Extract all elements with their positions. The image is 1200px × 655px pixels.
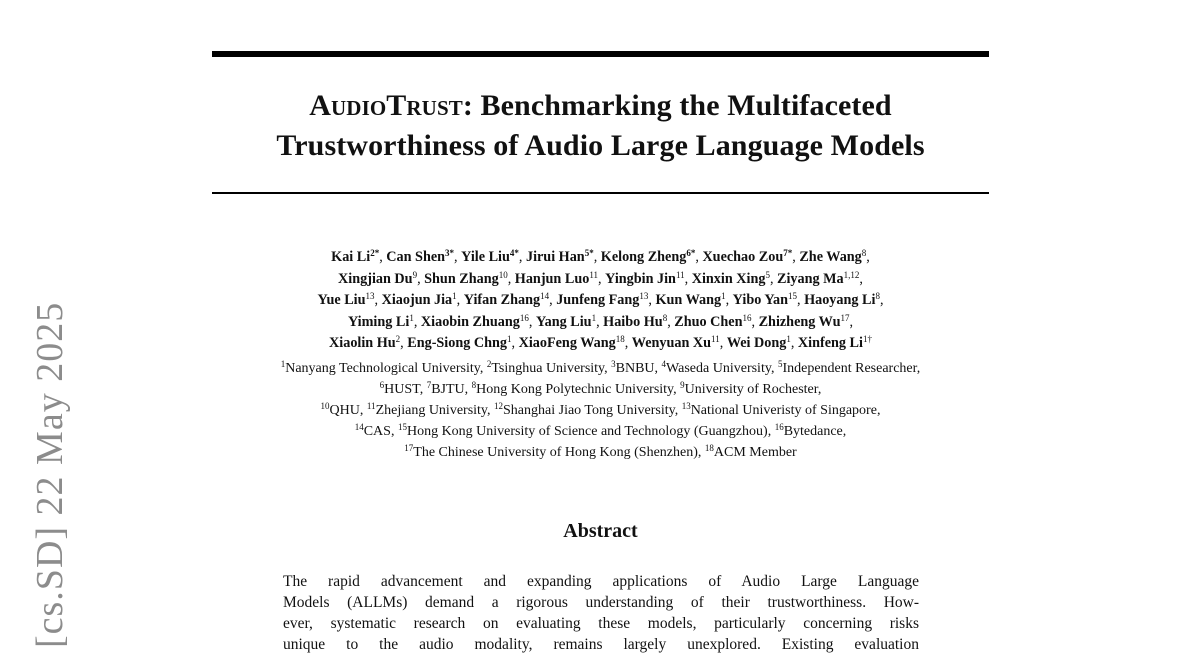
affiliation [321, 403, 360, 418]
author-name: Yibo Yan [732, 292, 788, 308]
author-name: Zhizheng Wu [758, 313, 841, 330]
author [556, 292, 648, 308]
affiliation [682, 403, 877, 418]
affiliation [611, 361, 654, 376]
author [632, 335, 720, 351]
author-name: Xiaobin Zhuang [420, 313, 520, 330]
author-affiliation-mark: 13 [365, 291, 375, 301]
affiliation-index: 18 [704, 443, 714, 453]
affiliation-index: 2 [486, 359, 492, 369]
author-name: Yile Liu [461, 249, 510, 265]
author-line: Yue Liu$^{13}$, Xiaojun Jia$^1$, Yifan Zhang$^{14}$, Junfeng Fang$^{13}$, Kun Wang$^1$, Yibo Yan$^{15}$, Haoyang Li$^8$, [317, 291, 884, 308]
author-line: Yiming Li$^1$, Xiaobin Zhuang$^{16}$, Yang Liu$^1$, Haibo Hu$^8$, Zhuo Chen$^{16}$, Zhizheng Wu$^{17}$, [347, 312, 854, 330]
author-name: Haoyang Li [804, 292, 876, 308]
author-affiliation-mark: 11 [675, 269, 685, 280]
affiliation-index: 7 [426, 380, 432, 390]
affiliation [281, 361, 480, 376]
affiliation-index: 1 [280, 359, 286, 369]
author [461, 249, 519, 265]
author-affiliation-mark: 1† [862, 334, 872, 344]
author [424, 271, 508, 287]
affiliation-line: $^{17}$The Chinese University of Hong Kong (Shenzhen), $^{18}$ACM Member [404, 443, 797, 460]
author [702, 249, 792, 265]
affiliation [680, 382, 818, 397]
author-affiliation-mark: 1 [786, 334, 791, 344]
author-affiliation-mark: 15 [787, 291, 797, 301]
author [318, 292, 375, 308]
author-name: Yifan Zhang [463, 292, 541, 308]
affiliation-name: Independent Researcher [782, 361, 917, 376]
author-affiliation-mark: 16 [519, 312, 529, 323]
author-affiliation-mark: 8 [861, 248, 867, 258]
author-name: Hanjun Luo [514, 270, 590, 287]
author-name: Junfeng Fang [556, 292, 640, 308]
author [338, 271, 417, 287]
arxiv-identifier: [cs.SD] 22 May 2025 [29, 301, 71, 648]
affiliation-index: 6 [379, 380, 385, 390]
title-line2: Trustworthiness of Audio Large Language Models [276, 129, 925, 162]
affiliation-index: 11 [366, 401, 376, 411]
author-name: Xinxin Xing [691, 270, 766, 287]
abstract-body [283, 571, 919, 655]
author-affiliation-mark: 2* [370, 248, 380, 258]
author [382, 292, 457, 308]
author-name: Xiaojun Jia [381, 292, 453, 308]
author [519, 335, 625, 351]
author-affiliation-mark: 10 [498, 269, 508, 280]
author-name: Xinfeng Li [797, 335, 863, 351]
affiliation-name: Shanghai Jiao Tong University [503, 403, 675, 418]
affiliation-name: QHU [329, 403, 360, 418]
author-affiliation-mark: 5 [765, 269, 770, 280]
author [331, 249, 379, 265]
affiliation-name: HUST [384, 382, 420, 397]
author [515, 271, 598, 287]
affiliation [662, 361, 771, 376]
affiliation-name: BNBU [615, 361, 655, 376]
author [603, 314, 667, 330]
abstract-line: Models (ALLMs) demand a rigorous understanding of their trustworthiness. How- [283, 594, 919, 611]
author [727, 335, 791, 351]
author-affiliation-mark: 1 [409, 312, 414, 323]
affiliation-name: Hong Kong Polytechnic University [476, 382, 674, 397]
author-affiliation-mark: 7* [783, 248, 793, 258]
author-name: Wenyuan Xu [631, 335, 712, 351]
affiliation-line: $^{14}$CAS, $^{15}$Hong Kong University of Science and Technology (Guangzhou), $^{16}$Bytedance, [354, 422, 847, 439]
author-name: Kai Li [331, 249, 371, 265]
affiliation-index: 16 [774, 422, 784, 432]
author [777, 271, 859, 287]
author-name: Can Shen [386, 249, 446, 265]
title-brand-audio: Audio [309, 89, 387, 122]
author-name: Xuechao Zou [702, 249, 784, 265]
author-affiliation-mark: 4* [509, 248, 519, 258]
author-affiliation-mark: 1 [591, 312, 597, 323]
author [526, 249, 594, 265]
affiliation-index: 9 [680, 380, 685, 390]
author [329, 335, 400, 351]
author-name: Eng-Siong Chng [407, 335, 507, 351]
author-line: Kai $Li^{2*}$, Can Shen$^{3*}$, Yile Liu$^{4*}$, Jirui Han$^{5*}$, Kelong Zheng$^{6*}$, Xuechao Zou$^{7*}$, Zhe Wang$^8$, [331, 248, 870, 265]
affiliation-name: The Chinese University of Hong Kong (Shenzhen) [413, 445, 698, 460]
affiliation-index: 12 [494, 401, 504, 411]
affiliation-line: $^{10}$QHU, $^{11}$Zhejiang University, $^{12}$Shanghai Jiao Tong University, $^{13}$National Univeristy of Singapore, [320, 401, 881, 418]
author-name: Haibo Hu [603, 313, 663, 330]
author [692, 271, 770, 287]
author-name: Ziyang Ma [777, 270, 844, 287]
affiliation-name: CAS [363, 424, 391, 439]
author-name: Yue Liu [317, 292, 366, 308]
author [804, 292, 880, 308]
author-affiliation-mark: 6* [686, 248, 696, 258]
author-line: Xingjian Du$^9$, Shun Zhang$^{10}$, Hanjun Luo$^{11}$, Yingbin Jin$^{11}$, Xinxin Xing$^5$, Ziyang Ma$^{1,12}$, [338, 269, 863, 287]
abstract-line: unique to the audio modality, remains largely unexplored. Existing evaluation [283, 636, 919, 653]
author-name: Wei Dong [726, 335, 787, 351]
author-name: Shun Zhang [424, 270, 499, 287]
author [348, 314, 414, 330]
affiliation-name: University of Rochester [684, 382, 818, 397]
author-name: XiaoFeng Wang [518, 335, 616, 351]
affiliation-index: 3 [611, 359, 616, 369]
author-affiliation-mark: 16 [742, 312, 752, 323]
paper-title [212, 86, 989, 166]
affiliation [494, 403, 675, 418]
affiliation-line: $^1$Nanyang Technological University, $^2$Tsinghua University, $^3$BNBU, $^4$Waseda University, $^5$Independent Researcher, [280, 359, 921, 376]
affiliation-index: 17 [404, 443, 414, 453]
affiliation [367, 403, 487, 418]
affiliation-index: 8 [471, 380, 477, 390]
affiliation-name: Zhejiang University [375, 403, 488, 418]
author-affiliation-mark: 9 [412, 269, 418, 280]
author-name: Xingjian Du [338, 270, 413, 287]
affiliation [472, 382, 674, 397]
author-affiliation-mark: 2 [395, 334, 401, 344]
author-affiliation-mark: 17 [840, 312, 850, 323]
affiliation [487, 361, 604, 376]
author-affiliation-mark: 8 [662, 312, 668, 323]
affiliation-name: Waseda University [666, 361, 771, 376]
affiliation-line: $^6$HUST, $^7$BJTU, $^8$Hong Kong Polytechnic University, $^9$University of Rochester, [379, 380, 822, 397]
author [733, 292, 797, 308]
author [407, 335, 511, 351]
author-affiliation-mark: 11 [711, 334, 720, 344]
author-name: Yang Liu [535, 313, 592, 330]
author [464, 292, 549, 308]
author [799, 249, 866, 265]
author-affiliation-mark: 1 [507, 334, 512, 344]
affiliation-name: ACM Member [713, 445, 797, 460]
author-affiliation-mark: 8 [875, 291, 880, 301]
author-affiliation-mark: 5* [584, 248, 594, 258]
affiliation [427, 382, 465, 397]
author [536, 314, 596, 330]
author-name: Jirui Han [525, 249, 585, 265]
affiliation [705, 445, 797, 460]
author-affiliation-mark: 1,12 [843, 269, 860, 280]
author-affiliation-mark: 18 [615, 334, 625, 344]
affiliation-index: 4 [661, 359, 667, 369]
affiliation-name: Tsinghua University [491, 361, 605, 376]
author [601, 249, 696, 265]
affiliation-name: National Univeristy of Singapore [690, 403, 877, 418]
affiliation-name: BJTU [431, 382, 465, 397]
author-line: Xiaolin Hu$^2$, Eng-Siong Chng$^1$, XiaoFeng Wang$^{18}$, Wenyuan Xu$^{11}$, Wei Dong$^1$, Xinfeng $Li^{1\dagger}$ [329, 334, 872, 351]
affiliation [404, 445, 698, 460]
affiliation [775, 424, 843, 439]
author-name: Kelong Zheng [600, 249, 687, 265]
affiliation [355, 424, 391, 439]
abstract-heading: Abstract [563, 520, 638, 542]
affiliation-name: Bytedance [783, 424, 843, 439]
top-rule [212, 51, 989, 57]
author-name: Zhe Wang [799, 249, 862, 265]
affiliation [398, 424, 768, 439]
author [798, 335, 872, 351]
author [759, 314, 850, 330]
affiliation-index: 5 [777, 359, 783, 369]
author-affiliation-mark: 14 [540, 291, 550, 301]
author [421, 314, 529, 330]
affiliation-name: Hong Kong University of Science and Technology (Guangzhou) [406, 424, 768, 439]
affiliation [778, 361, 917, 376]
author-name: Yiming Li [347, 313, 410, 330]
affiliation-list [212, 358, 989, 463]
author [605, 271, 685, 287]
author-affiliation-mark: 3* [445, 248, 455, 258]
affiliation-name: Nanyang Technological University [285, 361, 480, 376]
title-rule [212, 192, 989, 194]
author-name: Xiaolin Hu [329, 335, 396, 351]
author-name: Yingbin Jin [605, 270, 676, 287]
author-list [212, 247, 989, 355]
affiliation-index: 10 [320, 401, 330, 411]
author [674, 314, 751, 330]
affiliation-index: 13 [681, 401, 691, 411]
abstract-line: The rapid advancement and expanding applications of Audio Large Language [283, 573, 919, 590]
abstract-line: ever, systematic research on evaluating these models, particularly concerning risks [283, 615, 919, 632]
affiliation [380, 382, 420, 397]
author [386, 249, 454, 265]
affiliation-index: 15 [397, 422, 407, 432]
author-name: Kun Wang [655, 292, 722, 308]
author-affiliation-mark: 13 [639, 291, 649, 301]
author-affiliation-mark: 1 [452, 291, 457, 301]
title-line1: : Benchmarking the Multifaceted [462, 89, 892, 122]
author-affiliation-mark: 11 [589, 269, 598, 280]
title-brand-trust: Trust [386, 89, 463, 122]
author-affiliation-mark: 1 [721, 291, 726, 301]
author-name: Zhuo Chen [674, 313, 743, 330]
affiliation-index: 14 [354, 422, 364, 432]
author [655, 292, 725, 308]
